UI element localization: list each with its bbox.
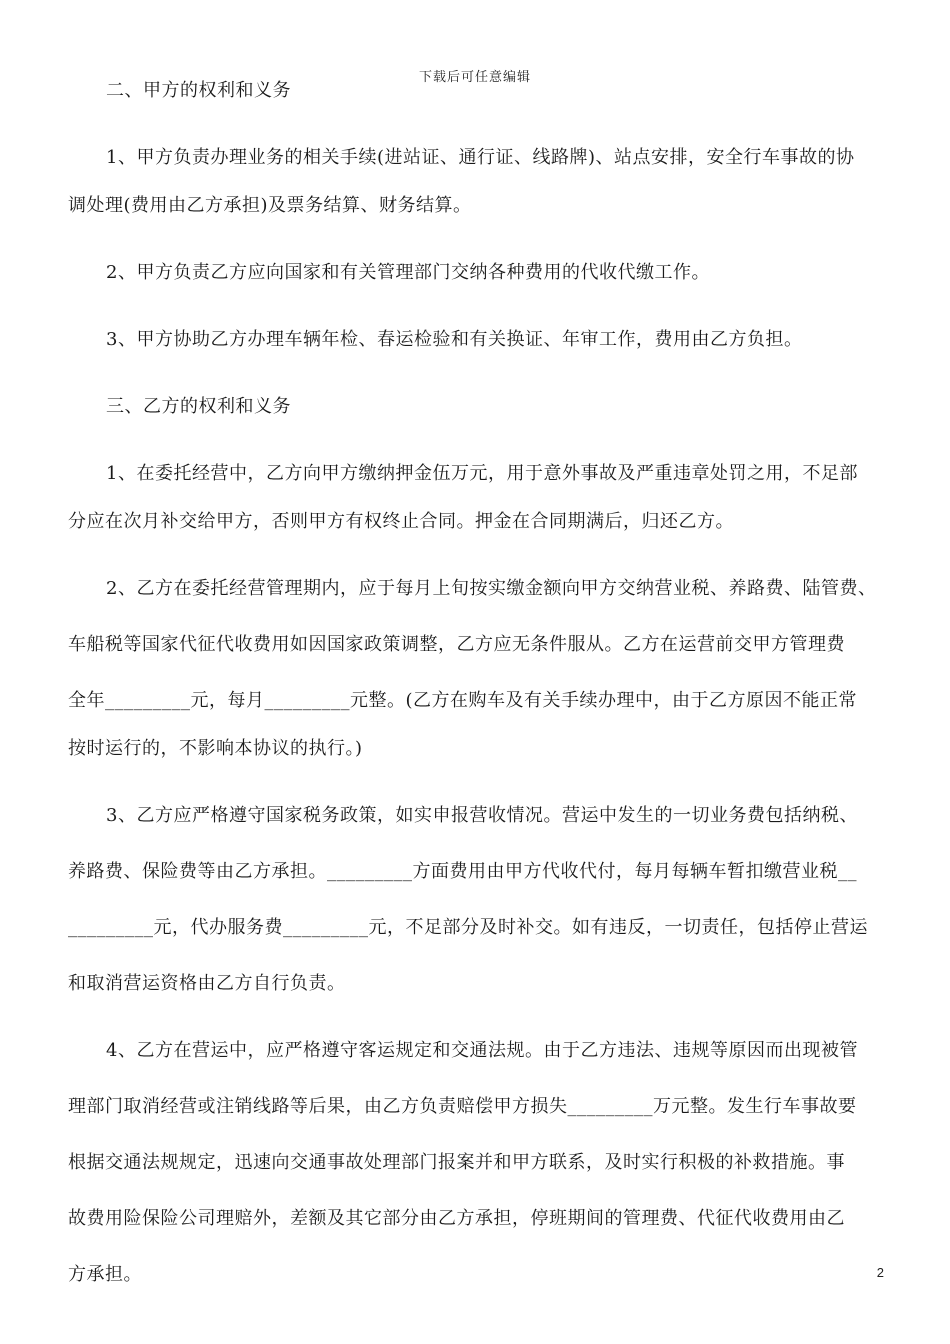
paragraph-line: 养路费、保险费等由乙方承担。_________方面费用由甲方代收代付，每月每辆车暂扣缴营业税__: [68, 861, 857, 882]
section-heading-party-b: 三、乙方的权利和义务: [106, 396, 291, 417]
paragraph-line: 全年_________元，每月_________元整。(乙方在购车及有关手续办理中，由于乙方原因不能正常: [68, 690, 858, 711]
paragraph-line: 1、在委托经营中，乙方向甲方缴纳押金伍万元，用于意外事故及严重违章处罚之用，不足部: [106, 463, 858, 484]
paragraph-line: 和取消营运资格由乙方自行负责。: [68, 973, 346, 994]
paragraph-line: 方承担。: [68, 1264, 142, 1285]
document-body: [68, 76, 898, 1290]
paragraph-line: 2、乙方在委托经营管理期内，应于每月上旬按实缴金额向甲方交纳营业税、养路费、陆管费、: [106, 578, 877, 599]
section-heading-party-a: 二、甲方的权利和义务: [106, 80, 291, 101]
paragraph-line: 理部门取消经营或注销线路等后果，由乙方负责赔偿甲方损失_________万元整。发生行车事故要: [68, 1096, 857, 1117]
paragraph-line: _________元，代办服务费_________元，不足部分及时补交。如有违反，一切责任，包括停止营运: [68, 917, 868, 938]
paragraph-line: 2、甲方负责乙方应向国家和有关管理部门交纳各种费用的代收代缴工作。: [106, 262, 710, 283]
page-number: 2: [876, 1265, 884, 1280]
header-note: 下载后可任意编辑: [418, 70, 531, 85]
paragraph-line: 3、甲方协助乙方办理车辆年检、春运检验和有关换证、年审工作，费用由乙方负担。: [106, 329, 803, 350]
paragraph-line: 按时运行的，不影响本协议的执行。): [68, 738, 363, 759]
paragraph-line: 车船税等国家代征代收费用如因国家政策调整，乙方应无条件服从。乙方在运营前交甲方管理费: [68, 634, 845, 655]
paragraph-line: 1、甲方负责办理业务的相关手续(进站证、通行证、线路牌)、站点安排，安全行车事故的协: [106, 147, 855, 168]
paragraph-line: 故费用险保险公司理赔外，差额及其它部分由乙方承担，停班期间的管理费、代征代收费用由乙: [68, 1208, 845, 1229]
paragraph-line: 根据交通法规规定，迅速向交通事故处理部门报案并和甲方联系，及时实行积极的补救措施。事: [68, 1152, 845, 1173]
paragraph-line: 分应在次月补交给甲方，否则甲方有权终止合同。押金在合同期满后，归还乙方。: [68, 511, 734, 532]
paragraph-line: 3、乙方应严格遵守国家税务政策，如实申报营收情况。营运中发生的一切业务费包括纳税、: [106, 805, 858, 826]
paragraph-line: 4、乙方在营运中，应严格遵守客运规定和交通法规。由于乙方违法、违规等原因而出现被管: [106, 1040, 858, 1061]
paragraph-line: 调处理(费用由乙方承担)及票务结算、财务结算。: [68, 195, 472, 216]
